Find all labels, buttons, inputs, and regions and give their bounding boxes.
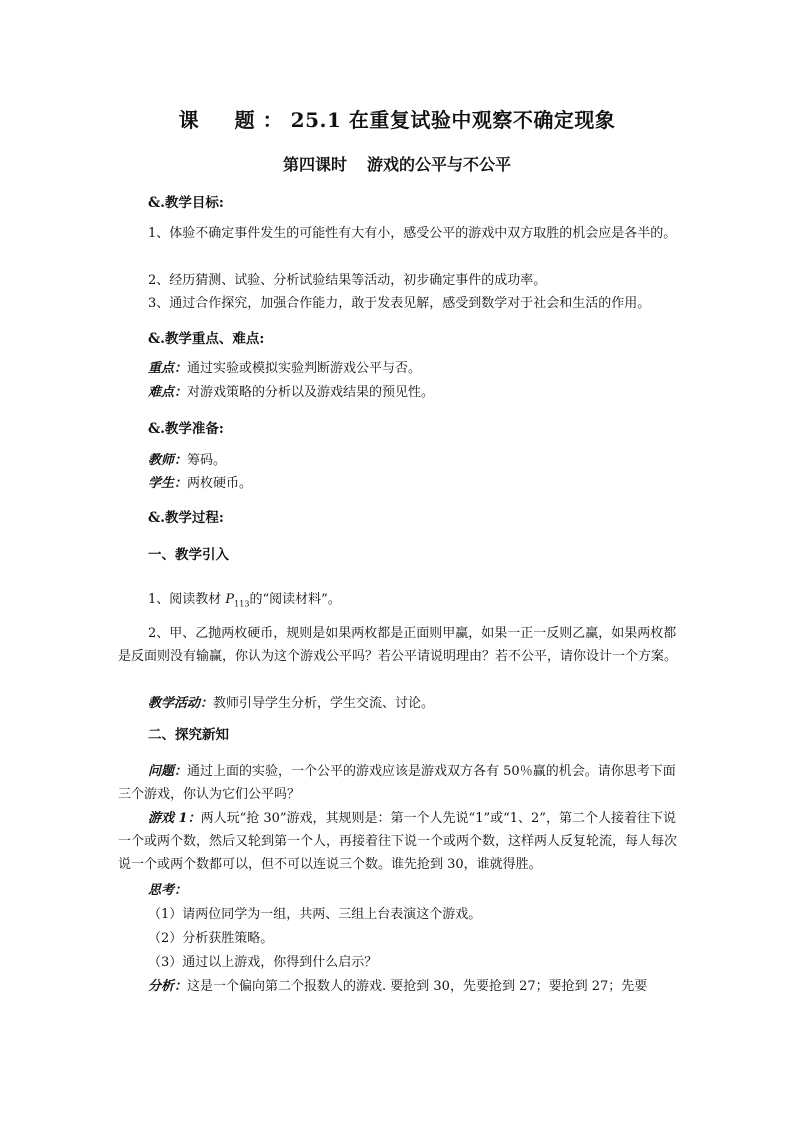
focus-label: 重点： <box>148 361 188 376</box>
page-ref-var: P <box>225 592 235 607</box>
student-text: 两枚硬币。 <box>187 476 253 491</box>
think-item-2: （2）分析获胜策略。 <box>148 931 274 946</box>
item1-post: 的“阅读材料”。 <box>249 592 341 607</box>
section1-item-1 <box>118 588 678 616</box>
difficulty-line <box>148 381 678 404</box>
section1-item-2: 2、甲、乙抛两枚硬币，规则是如果两枚都是正面则甲赢，如果一正一反则乙赢，如果两枚都是反面则没有输赢，你认为这个游戏公平吗？若公平请说明理由？若不公平，请你设计一个方案。 <box>118 626 678 664</box>
think-label-line <box>148 879 678 902</box>
analysis-line <box>148 975 678 998</box>
objective-item-2: 2、经历猜测、试验、分析试验结果等活动，初步确定事件的成功率。 <box>148 273 547 288</box>
title-prefix: 课 题： <box>178 108 291 132</box>
preparation-heading: &.教学准备: <box>148 421 224 437</box>
teacher-label: 教师： <box>148 453 188 468</box>
section1-heading: 一、教学引入 <box>148 547 229 563</box>
focus-line <box>148 357 678 380</box>
objective-item-1: 1、体验不确定事件发生的可能性有大有小，感受公平的游戏中双方取胜的机会应是各半的。 <box>148 226 677 241</box>
teacher-text: 筹码。 <box>187 453 227 468</box>
think-item-3: （3）通过以上游戏，你得到什么启示？ <box>148 955 378 970</box>
objectives-heading: &.教学目标: <box>148 195 224 211</box>
difficulty-label: 难点： <box>148 385 188 400</box>
title-text: 25.1 在重复试验中观察不确定现象 <box>290 108 616 132</box>
page-ref <box>225 592 249 607</box>
analysis-label: 分析： <box>148 979 188 994</box>
teacher-line <box>148 449 678 472</box>
objective-item-3: 3、通过合作探究，加强合作能力，敢于发表见解，感受到数学对于社会和生活的作用。 <box>148 296 651 311</box>
activity-text: 教师引导学生分析，学生交流、讨论。 <box>213 696 435 711</box>
student-label: 学生： <box>148 476 188 491</box>
section2-heading: 二、探究新知 <box>148 727 229 743</box>
game1-label: 游戏 1： <box>148 811 201 826</box>
think-label: 思考： <box>148 883 188 898</box>
activity-label: 教学活动： <box>148 696 214 711</box>
key-points-heading: &.教学重点、难点: <box>148 331 265 347</box>
analysis-text: 这是一个偏向第二个报数人的游戏. 要抢到 30，先要抢到 27；要抢到 27；先要 <box>187 979 648 994</box>
game1-paragraph <box>118 807 678 876</box>
process-heading: &.教学过程: <box>148 510 224 526</box>
subtitle-part2: 游戏的公平与不公平 <box>367 155 512 174</box>
subtitle-part1: 第四课时 <box>282 155 347 174</box>
question-label: 问题： <box>148 764 188 779</box>
question-text: 通过上面的实验，一个公平的游戏应该是游戏双方各有 50％赢的机会。请你思考下面三个游戏，你认为它们公平吗？ <box>118 764 676 802</box>
lesson-subtitle <box>0 152 794 175</box>
page-ref-sub: 113 <box>234 599 250 609</box>
question-paragraph <box>118 760 678 806</box>
think-item-1: （1）请两位同学为一组，共两、三组上台表演这个游戏。 <box>148 907 482 922</box>
difficulty-text: 对游戏策略的分析以及游戏结果的预见性。 <box>187 385 435 400</box>
game1-text: 两人玩“抢 30”游戏，其规则是：第一个人先说“1”或“1、2”，第二个人接着往下说一个或两个数，然后又轮到第一个人，再接着往下说一个或两个数，这样两人反复轮流，每人每次说一个或两个数都可以，但不可以连说三个数。谁先抢到 30，谁就得胜。 <box>118 811 678 872</box>
student-line <box>148 472 678 495</box>
lesson-title <box>0 104 794 133</box>
item1-pre: 1、阅读教材 <box>148 592 222 607</box>
activity-line <box>148 692 678 715</box>
focus-text: 通过实验或模拟实验判断游戏公平与否。 <box>187 361 422 376</box>
